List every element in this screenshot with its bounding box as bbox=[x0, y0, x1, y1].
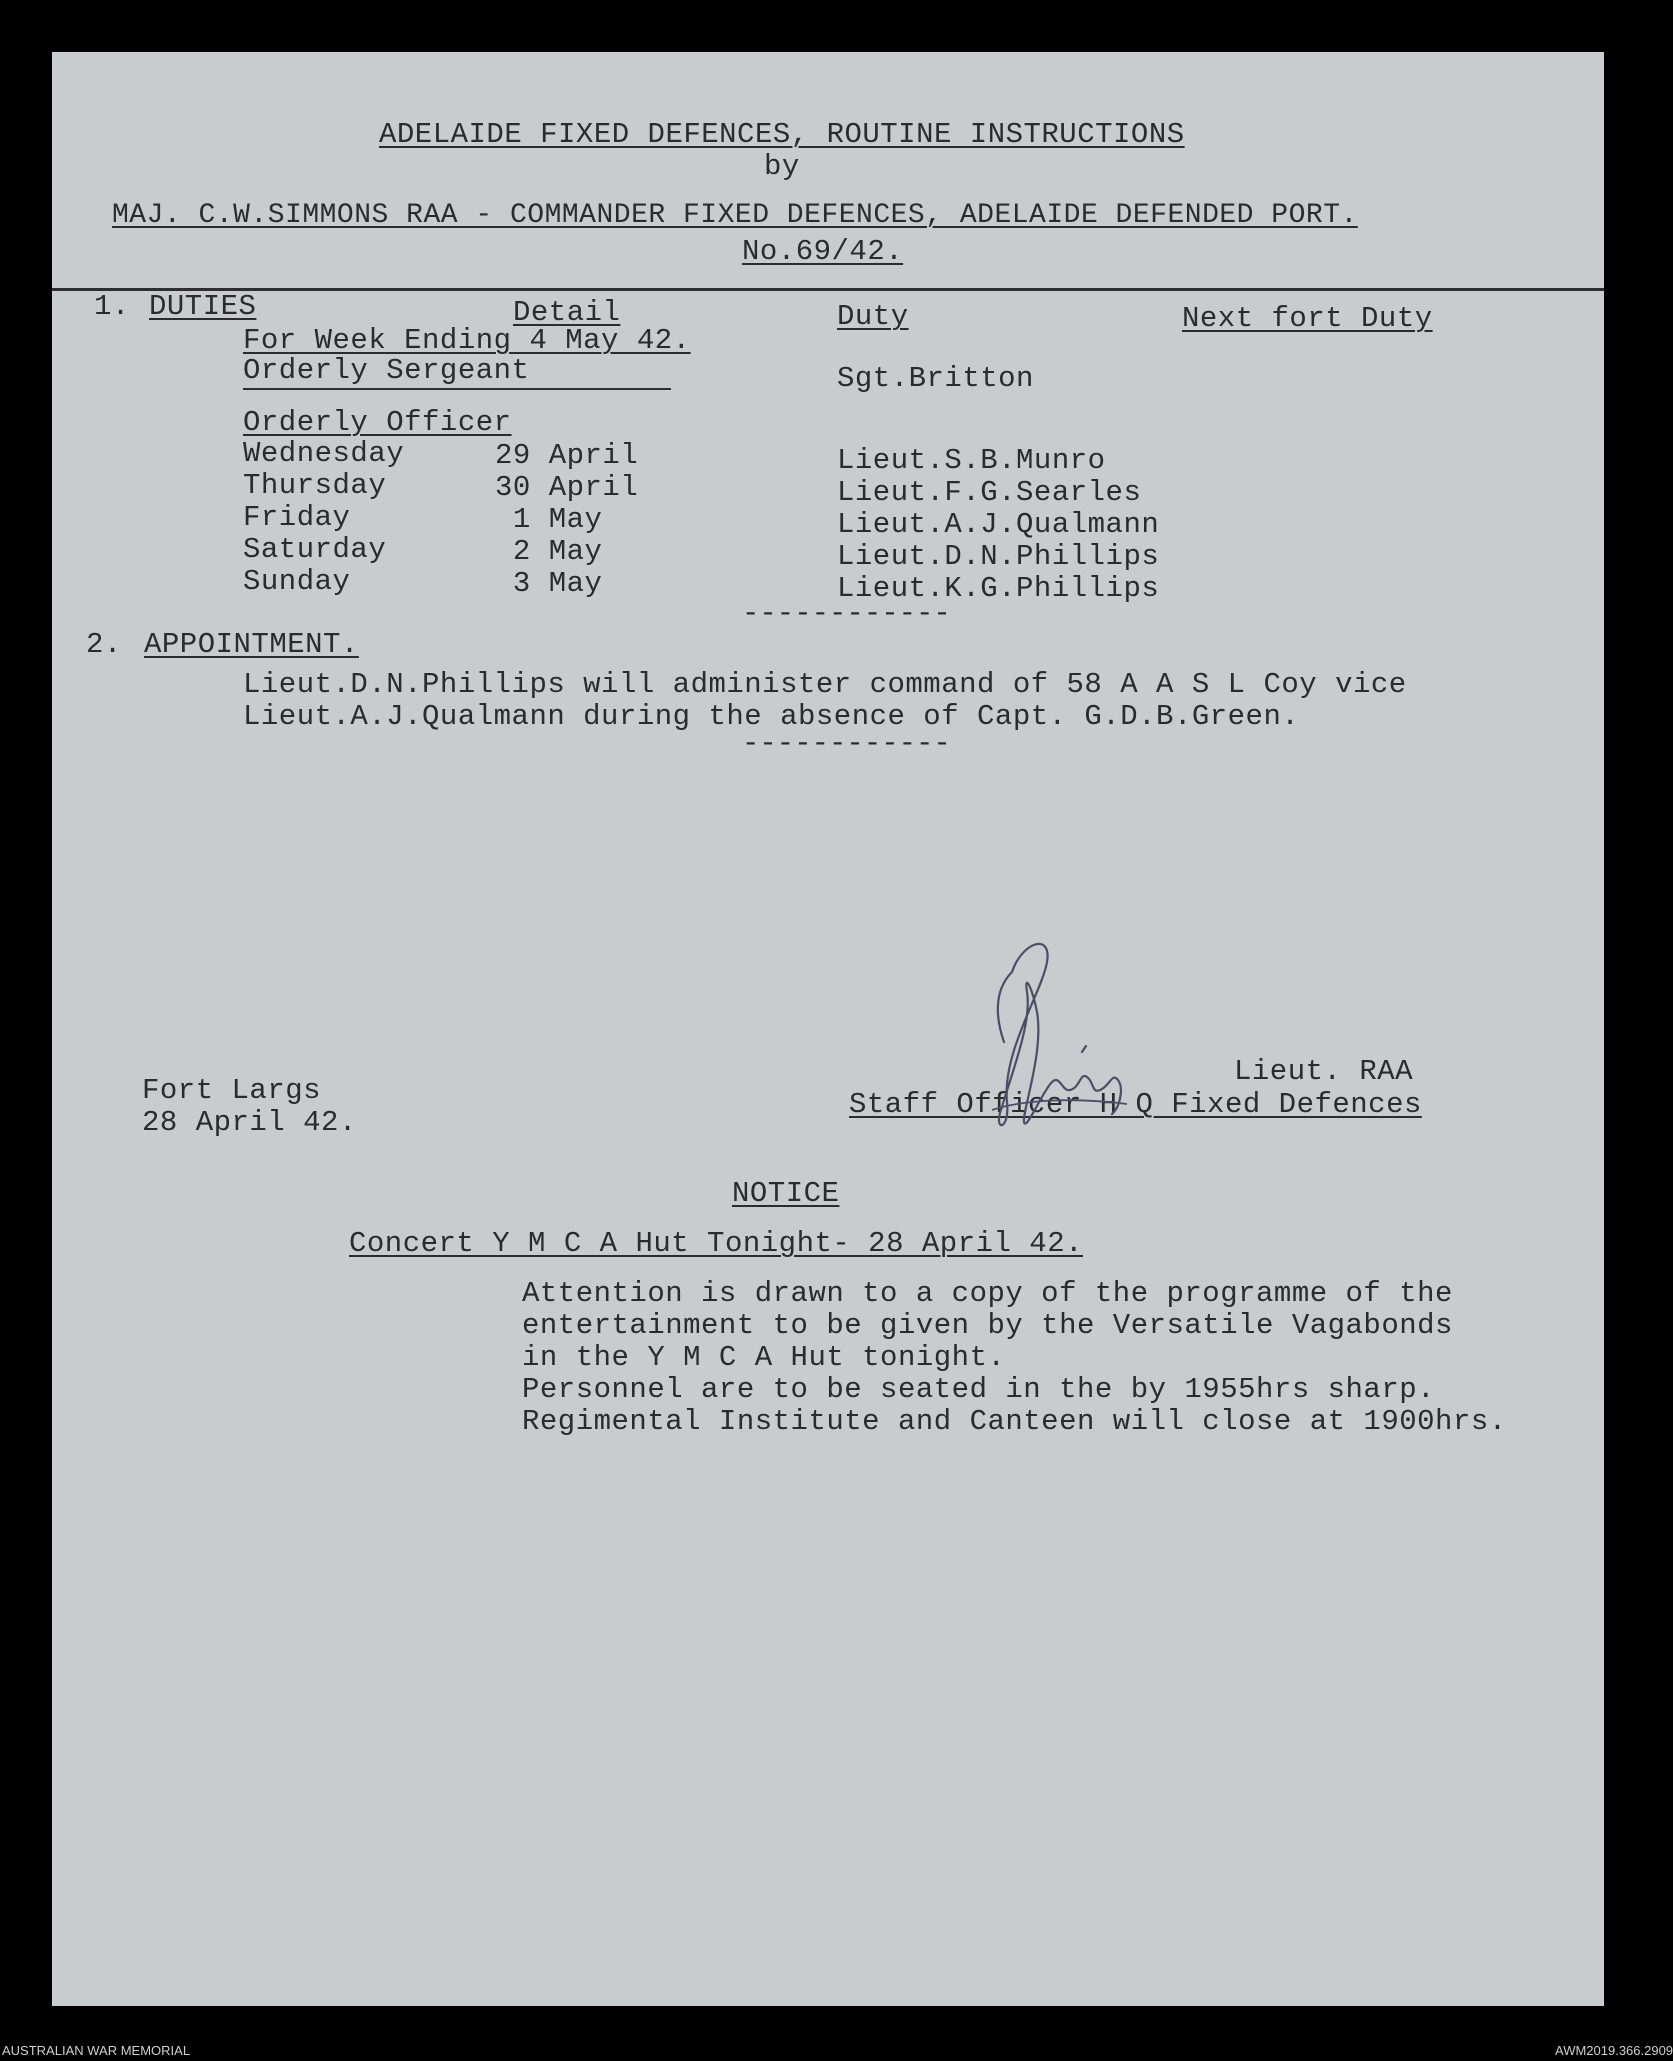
next-fort-duty-column-header: Next fort Duty bbox=[1182, 302, 1433, 335]
roster-day: Wednesday bbox=[243, 437, 405, 470]
orderly-sergeant-label: Orderly Sergeant bbox=[243, 354, 530, 387]
issuer-line: MAJ. C.W.SIMMONS RAA - COMMANDER FIXED DEFENCES, ADELAIDE DEFENDED PORT. bbox=[112, 200, 1358, 231]
document-page bbox=[52, 52, 1604, 2006]
week-ending-line: For Week Ending 4 May 42. bbox=[243, 324, 691, 357]
appointment-heading: APPOINTMENT. bbox=[144, 628, 359, 661]
notice-text-line: entertainment to be given by the Versatile Vagabonds bbox=[522, 1309, 1453, 1342]
archive-reference: AWM2019.366.2909 bbox=[1555, 2043, 1673, 2058]
appointment-text-line: Lieut.A.J.Qualmann during the absence of Capt. G.D.B.Green. bbox=[243, 700, 1300, 733]
header-rule bbox=[52, 288, 1604, 291]
orderly-sergeant-name: Sgt.Britton bbox=[837, 362, 1034, 395]
notice-subheading: Concert Y M C A Hut Tonight- 28 April 42. bbox=[349, 1227, 1084, 1260]
signatory-rank: Lieut. RAA bbox=[1234, 1055, 1414, 1088]
archive-credit: AUSTRALIAN WAR MEMORIAL bbox=[2, 2043, 191, 2058]
detail-column-header: Detail bbox=[513, 296, 621, 329]
roster-date: 3 May bbox=[495, 567, 603, 600]
roster-day: Thursday bbox=[243, 469, 387, 502]
roster-officer: Lieut.A.J.Qualmann bbox=[837, 508, 1160, 541]
handwritten-signature bbox=[952, 932, 1152, 1162]
notice-text-line: in the Y M C A Hut tonight. bbox=[522, 1341, 1006, 1374]
duties-number: 1. bbox=[94, 290, 130, 323]
roster-officer: Lieut.K.G.Phillips bbox=[837, 572, 1160, 605]
issue-place: Fort Largs bbox=[142, 1074, 322, 1107]
appointment-number: 2. bbox=[86, 628, 122, 661]
roster-officer: Lieut.F.G.Searles bbox=[837, 476, 1142, 509]
signatory-title: Staff Officer H Q Fixed Defences bbox=[849, 1088, 1422, 1121]
orderly-officer-label: Orderly Officer bbox=[243, 406, 512, 439]
issue-date: 28 April 42. bbox=[142, 1106, 357, 1139]
sergeant-underline bbox=[243, 388, 671, 390]
document-title: ADELAIDE FIXED DEFENCES, ROUTINE INSTRUCTIONS bbox=[379, 118, 1185, 151]
section-separator: ------------ bbox=[742, 597, 951, 630]
roster-day: Sunday bbox=[243, 565, 351, 598]
notice-heading: NOTICE bbox=[732, 1177, 840, 1210]
roster-date: 29 April bbox=[495, 439, 639, 472]
duties-heading: DUTIES bbox=[149, 290, 257, 323]
roster-officer: Lieut.D.N.Phillips bbox=[837, 540, 1160, 573]
notice-text-line: Personnel are to be seated in the by 1955hrs sharp. bbox=[522, 1373, 1436, 1406]
roster-day: Friday bbox=[243, 501, 351, 534]
roster-date: 30 April bbox=[495, 471, 639, 504]
notice-text-line: Regimental Institute and Canteen will close at 1900hrs. bbox=[522, 1405, 1507, 1438]
section-separator: ------------ bbox=[742, 727, 951, 760]
roster-date: 1 May bbox=[495, 503, 603, 536]
by-line: by bbox=[764, 150, 800, 183]
notice-text-line: Attention is drawn to a copy of the programme of the bbox=[522, 1277, 1453, 1310]
instruction-number: No.69/42. bbox=[742, 235, 904, 268]
duty-column-header: Duty bbox=[837, 300, 909, 333]
appointment-text-line: Lieut.D.N.Phillips will administer command of 58 A A S L Coy vice bbox=[243, 668, 1407, 701]
roster-day: Saturday bbox=[243, 533, 387, 566]
roster-officer: Lieut.S.B.Munro bbox=[837, 444, 1106, 477]
roster-date: 2 May bbox=[495, 535, 603, 568]
